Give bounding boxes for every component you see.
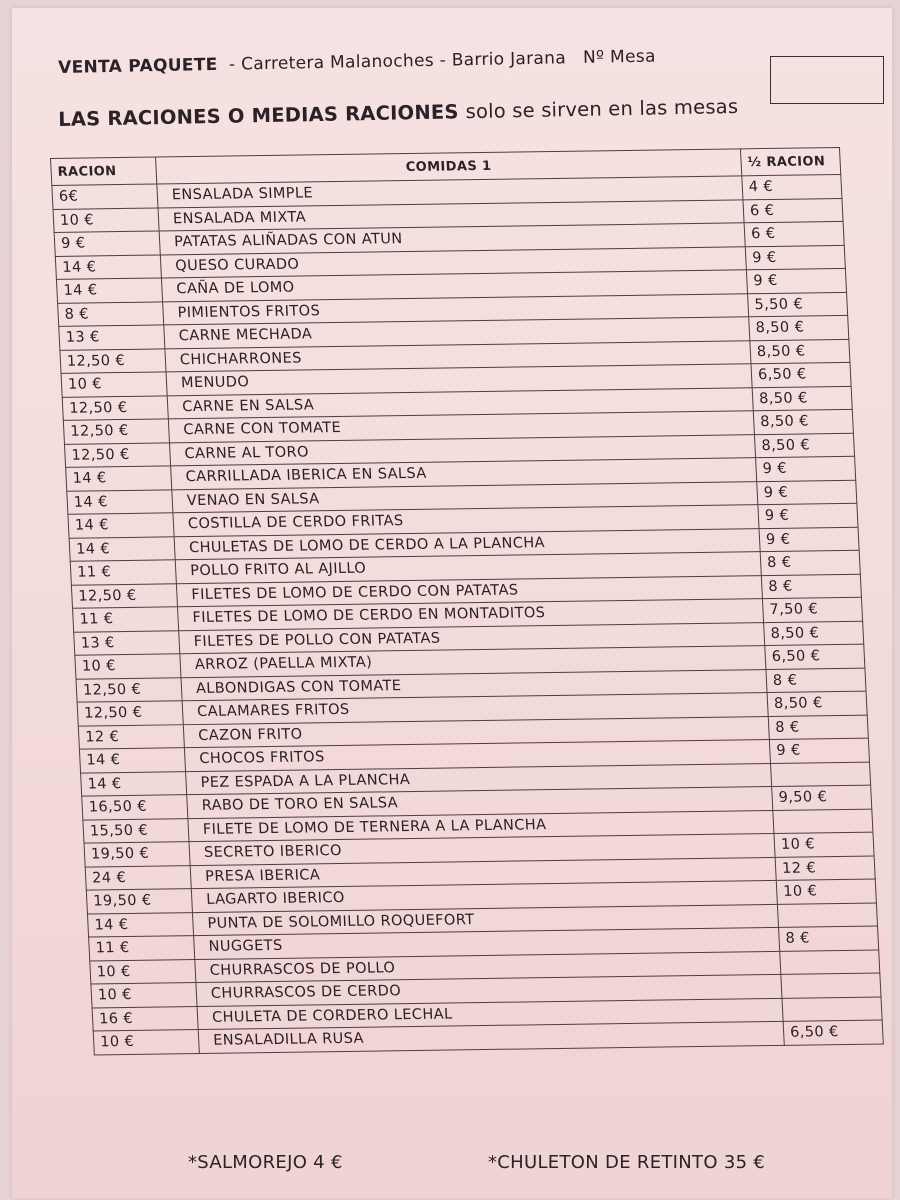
racion-price: 11 € xyxy=(73,607,179,632)
racion-price: 15,50 € xyxy=(83,818,189,843)
dish-name: CHICHARRONES xyxy=(165,340,751,372)
racion-price: 11 € xyxy=(89,936,195,961)
racion-price: 12,50 € xyxy=(77,701,183,726)
half-racion-price xyxy=(777,903,877,928)
dish-name: SECRETO IBERICO xyxy=(189,833,775,865)
racion-price: 12,50 € xyxy=(62,395,168,420)
half-racion-price: 12 € xyxy=(775,856,875,881)
dish-name: FILETES DE LOMO DE CERDO CON PATATAS xyxy=(176,575,762,607)
racion-price: 14 € xyxy=(87,912,193,937)
dish-name: MENUDO xyxy=(166,364,752,396)
half-racion-price: 6,50 € xyxy=(751,362,851,387)
racion-price: 14 € xyxy=(66,466,172,491)
dish-name: PATATAS ALIÑADAS CON ATUN xyxy=(159,223,745,255)
half-racion-price: 9 € xyxy=(745,245,845,270)
half-racion-price: 9 € xyxy=(759,527,859,552)
col-comidas-header: COMIDAS 1 xyxy=(156,149,742,184)
half-racion-price: 9,50 € xyxy=(772,785,872,810)
dish-name: ENSALADILLA RUSA xyxy=(198,1021,784,1053)
dish-name: CARNE CON TOMATE xyxy=(168,411,754,443)
dish-name: CHURRASCOS DE CERDO xyxy=(196,974,782,1006)
racion-price: 14 € xyxy=(67,489,173,514)
dish-name: ALBONDIGAS CON TOMATE xyxy=(181,669,767,701)
half-racion-price: 8 € xyxy=(779,926,879,951)
racion-price: 19,50 € xyxy=(84,842,190,867)
racion-price: 24 € xyxy=(85,865,191,890)
half-racion-price xyxy=(773,809,873,834)
half-racion-price: 8,50 € xyxy=(754,433,854,458)
half-racion-price: 5,50 € xyxy=(748,292,848,317)
racion-price: 6€ xyxy=(52,184,158,209)
dish-name: ARROZ (PAELLA MIXTA) xyxy=(180,646,766,678)
racion-price: 10 € xyxy=(91,983,197,1008)
half-racion-price: 6 € xyxy=(743,198,843,223)
half-racion-price: 9 € xyxy=(757,480,857,505)
half-racion-price: 9 € xyxy=(758,503,858,528)
half-racion-price: 8,50 € xyxy=(764,621,864,646)
dish-name: POLLO FRITO AL AJILLO xyxy=(175,552,761,584)
dish-name: RABO DE TORO EN SALSA xyxy=(187,786,773,818)
racion-price: 16 € xyxy=(92,1006,198,1031)
racion-price: 13 € xyxy=(74,630,180,655)
half-racion-price: 10 € xyxy=(774,832,874,857)
notice-rest: solo se sirven en las mesas xyxy=(465,94,739,124)
racion-price: 14 € xyxy=(56,278,162,303)
racion-price: 12,50 € xyxy=(71,583,177,608)
half-racion-price xyxy=(781,973,881,998)
half-racion-price: 8,50 € xyxy=(752,386,852,411)
racion-price: 14 € xyxy=(69,536,175,561)
half-racion-price: 8 € xyxy=(766,668,866,693)
dish-name: CHULETA DE CORDERO LECHAL xyxy=(197,998,783,1030)
dish-name: PEZ ESPADA A LA PLANCHA xyxy=(186,763,772,795)
dish-name: ENSALADA MIXTA xyxy=(158,199,744,231)
footer-chuleton: *CHULETON DE RETINTO 35 € xyxy=(488,1152,766,1173)
dish-name: CHOCOS FRITOS xyxy=(184,740,770,772)
dish-name: FILETE DE LOMO DE TERNERA A LA PLANCHA xyxy=(188,810,774,842)
half-racion-price: 10 € xyxy=(776,879,876,904)
half-racion-price: 8,50 € xyxy=(767,691,867,716)
racion-price: 10 € xyxy=(61,372,167,397)
footer-salmorejo: *SALMOREJO 4 € xyxy=(188,1152,343,1173)
racion-price: 14 € xyxy=(81,771,187,796)
half-racion-price: 6,50 € xyxy=(765,644,865,669)
half-racion-price: 8,50 € xyxy=(753,409,853,434)
half-racion-price: 7,50 € xyxy=(762,597,862,622)
half-racion-price: 8 € xyxy=(768,715,868,740)
half-racion-price: 9 € xyxy=(756,456,856,481)
dish-name: PRESA IBERICA xyxy=(190,857,776,889)
venue-address: - Carretera Malanoches - Barrio Jarana xyxy=(228,48,567,75)
racion-price: 8 € xyxy=(58,301,164,326)
dish-name: FILETES DE POLLO CON PATATAS xyxy=(179,622,765,654)
dish-name: ENSALADA SIMPLE xyxy=(157,176,743,208)
dish-name: NUGGETS xyxy=(194,927,780,959)
racion-price: 10 € xyxy=(53,207,159,232)
table-number-label: Nº Mesa xyxy=(582,46,656,68)
dish-name: CARNE EN SALSA xyxy=(167,387,753,419)
dish-name: CARRILLADA IBERICA EN SALSA xyxy=(171,458,757,490)
racion-price: 10 € xyxy=(75,654,181,679)
dish-name: QUESO CURADO xyxy=(160,246,746,278)
dish-name: COSTILLA DE CERDO FRITAS xyxy=(173,505,759,537)
half-racion-price: 9 € xyxy=(769,738,869,763)
dish-name: CARNE MECHADA xyxy=(164,317,750,349)
half-racion-price: 8,50 € xyxy=(750,339,850,364)
racion-price: 19,50 € xyxy=(86,889,192,914)
racion-price: 14 € xyxy=(68,513,174,538)
half-racion-price: 9 € xyxy=(746,268,846,293)
venue-name: VENTA PAQUETE xyxy=(58,54,218,78)
dish-name: VENAO EN SALSA xyxy=(172,481,758,513)
dish-name: PUNTA DE SOLOMILLO ROQUEFORT xyxy=(192,904,778,936)
half-racion-price: 4 € xyxy=(742,174,842,199)
dish-name: FILETES DE LOMO DE CERDO EN MONTADITOS xyxy=(178,599,764,631)
racion-price: 14 € xyxy=(55,254,161,279)
dish-name: CALAMARES FRITOS xyxy=(182,693,768,725)
half-racion-price xyxy=(770,762,870,787)
racion-price: 16,50 € xyxy=(82,795,188,820)
col-media-racion-header: ½ RACION xyxy=(740,147,840,175)
racion-price: 12,50 € xyxy=(64,442,170,467)
racion-price: 10 € xyxy=(90,959,196,984)
half-racion-price: 6 € xyxy=(744,221,844,246)
racion-price: 13 € xyxy=(59,325,165,350)
racion-price: 12,50 € xyxy=(63,419,169,444)
half-racion-price: 8 € xyxy=(760,550,860,575)
dish-name: LAGARTO IBERICO xyxy=(191,880,777,912)
racion-price: 9 € xyxy=(54,231,160,256)
racion-price: 14 € xyxy=(79,748,185,773)
racion-price: 10 € xyxy=(93,1030,199,1055)
racion-price: 12 € xyxy=(78,724,184,749)
menu-table-wrap xyxy=(50,147,884,1055)
menu-table-body xyxy=(52,174,883,1054)
racion-price: 11 € xyxy=(70,560,176,585)
half-racion-price xyxy=(782,996,882,1021)
half-racion-price: 6,50 € xyxy=(783,1020,883,1045)
menu-table xyxy=(50,147,884,1055)
dish-name: CHURRASCOS DE POLLO xyxy=(195,951,781,983)
dish-name: CAZON FRITO xyxy=(183,716,769,748)
dish-name: PIMIENTOS FRITOS xyxy=(163,293,749,325)
notice-bold: LAS RACIONES O MEDIAS RACIONES xyxy=(58,100,459,131)
col-racion-header: RACION xyxy=(51,157,157,185)
racion-price: 12,50 € xyxy=(76,677,182,702)
racion-price: 12,50 € xyxy=(60,348,166,373)
half-racion-price: 8,50 € xyxy=(749,315,849,340)
half-racion-price: 8 € xyxy=(761,574,861,599)
dish-name: CHULETAS DE LOMO DE CERDO A LA PLANCHA xyxy=(174,528,760,560)
half-racion-price xyxy=(780,950,880,975)
dish-name: CARNE AL TORO xyxy=(169,434,755,466)
dish-name: CAÑA DE LOMO xyxy=(161,270,747,302)
